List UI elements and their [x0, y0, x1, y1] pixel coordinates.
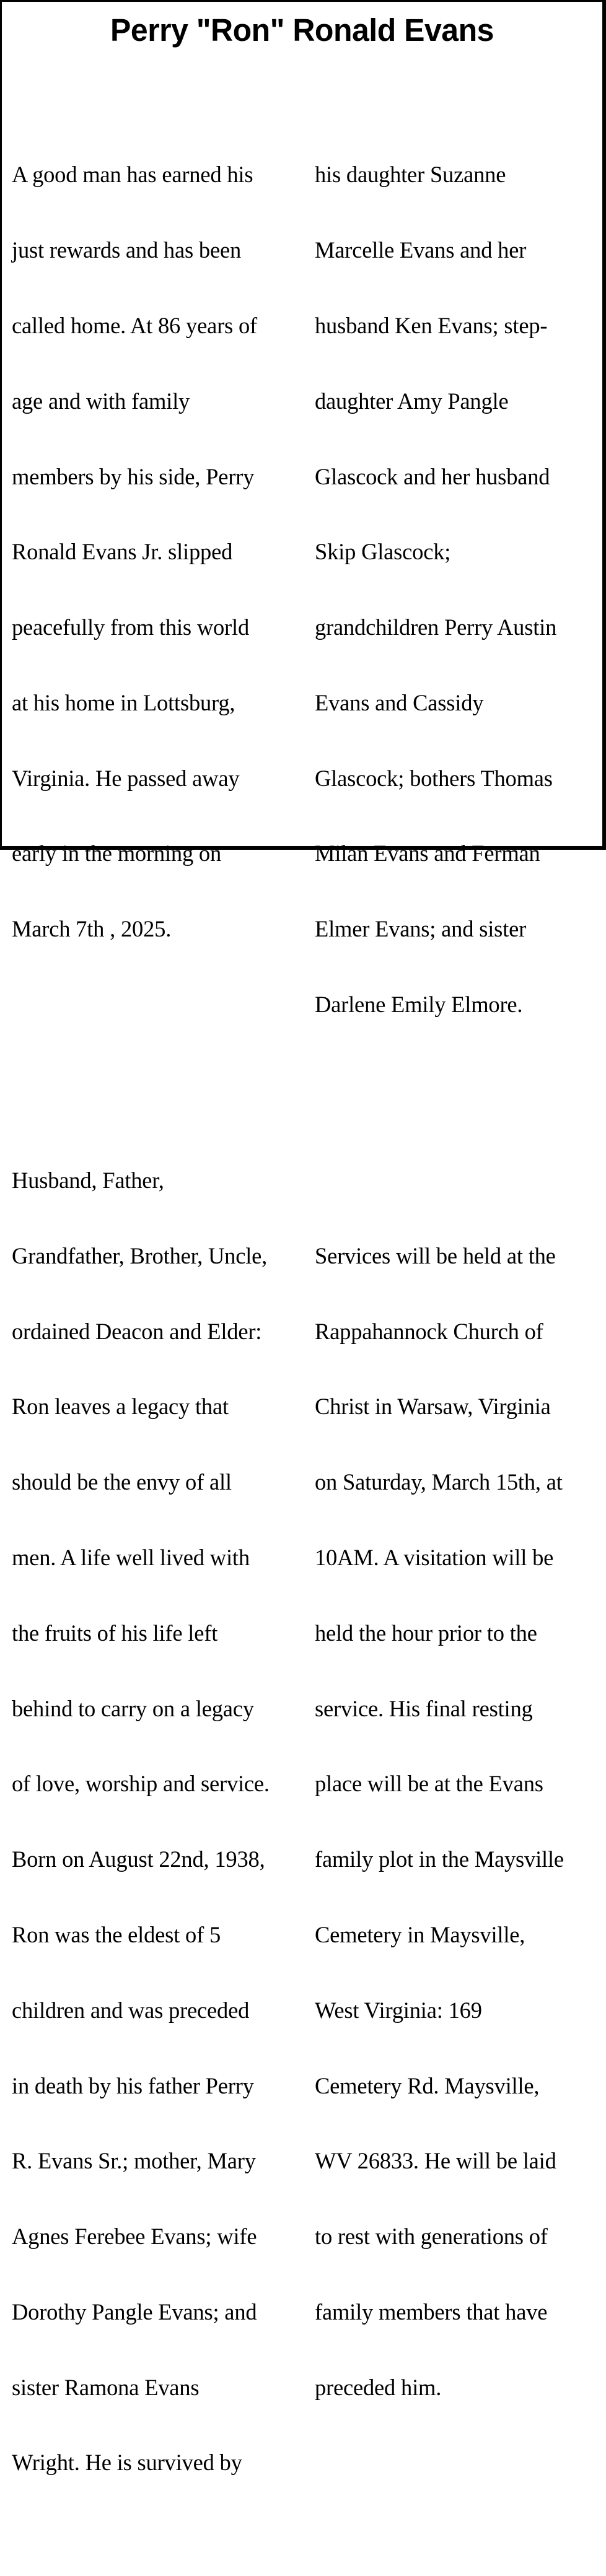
text-line: men. A life well lived with [12, 1545, 250, 1571]
text-line: husband Ken Evans; step- [315, 312, 548, 338]
text-line: Christ in Warsaw, Virginia [315, 1394, 551, 1420]
text-line: Marcelle Evans and her [315, 237, 527, 263]
paragraph-spacer [315, 1118, 600, 1143]
text-line: at his home in Lottsburg, [12, 689, 235, 715]
text-line: in death by his father Perry [12, 2072, 254, 2098]
text-line: Glascock and her husband [315, 463, 550, 489]
text-line: Glascock; bothers Thomas [315, 765, 553, 791]
paragraph-services [315, 1194, 600, 2451]
text-line: 10AM. A visitation will be [315, 1545, 554, 1571]
text-line: family members that have [315, 2299, 548, 2325]
text-line: ordained Deacon and Elder: [12, 1318, 262, 1344]
text-line: his daughter Suzanne [315, 162, 506, 188]
text-line: age and with family [12, 388, 190, 414]
text-line: Evans and Cassidy [315, 689, 484, 715]
text-line: Ron leaves a legacy that [12, 1394, 229, 1420]
text-line: children and was preceded [12, 1997, 250, 2023]
text-line: early in the morning on [12, 840, 222, 867]
text-line: Elmer Evans; and sister [315, 916, 527, 942]
text-line: daughter Amy Pangle [315, 388, 509, 414]
paragraph-life-and-family [12, 1118, 303, 2526]
text-line: Husband, Father, [12, 1168, 164, 1194]
text-line: called home. At 86 years of [12, 312, 257, 338]
text-line: Dorothy Pangle Evans; and [12, 2299, 257, 2325]
paragraph-survivors [315, 112, 600, 1068]
text-line: R. Evans Sr.; mother, Mary [12, 2148, 256, 2174]
text-line: Cemetery in Maysville, [315, 1921, 525, 1947]
text-line: peacefully from this world [12, 614, 250, 640]
text-line: Skip Glascock; [315, 539, 451, 565]
text-line: preceded him. [315, 2374, 442, 2400]
text-line: Virginia. He passed away [12, 765, 240, 791]
text-line: to rest with generations of [315, 2224, 548, 2250]
text-line: Agnes Ferebee Evans; wife [12, 2224, 257, 2250]
text-line: on Saturday, March 15th, at [315, 1469, 563, 1495]
text-line: the fruits of his life left [12, 1620, 218, 1646]
text-line: Grandfather, Brother, Uncle, [12, 1242, 268, 1268]
text-line: of love, worship and service. [12, 1771, 270, 1797]
text-line: West Virginia: 169 [315, 1997, 482, 2023]
left-column [12, 62, 303, 2576]
text-line: family plot in the Maysville [315, 1846, 564, 1872]
right-column [315, 62, 600, 2501]
text-line: Born on August 22nd, 1938, [12, 1846, 265, 1872]
text-line: Cemetery Rd. Maysville, [315, 2072, 540, 2098]
paragraph-death-announcement [12, 112, 303, 992]
text-line: WV 26833. He will be laid [315, 2148, 556, 2174]
text-line: grandchildren Perry Austin [315, 614, 557, 640]
text-line: A good man has earned his [12, 162, 253, 188]
text-line: members by his side, Perry [12, 463, 255, 489]
text-line: Ronald Evans Jr. slipped [12, 539, 233, 565]
text-line: Milan Evans and Ferman [315, 840, 540, 867]
text-line: Wright. He is survived by [12, 2450, 242, 2476]
text-line: held the hour prior to the [315, 1620, 537, 1646]
text-line: service. His final resting [315, 1695, 533, 1721]
text-line: place will be at the Evans [315, 1771, 543, 1797]
text-line: should be the envy of all [12, 1469, 232, 1495]
text-line: Darlene Emily Elmore. [315, 991, 523, 1017]
paragraph-spacer [12, 1042, 303, 1068]
obituary-title: Perry "Ron" Ronald Evans [110, 12, 494, 48]
text-line: Ron was the eldest of 5 [12, 1921, 221, 1947]
text-line: behind to carry on a legacy [12, 1695, 254, 1721]
text-line: Services will be held at the [315, 1242, 556, 1268]
text-line: Rappahannock Church of [315, 1318, 543, 1344]
text-line: March 7th , 2025. [12, 916, 172, 942]
text-line: just rewards and has been [12, 237, 242, 263]
text-line: sister Ramona Evans [12, 2374, 200, 2400]
